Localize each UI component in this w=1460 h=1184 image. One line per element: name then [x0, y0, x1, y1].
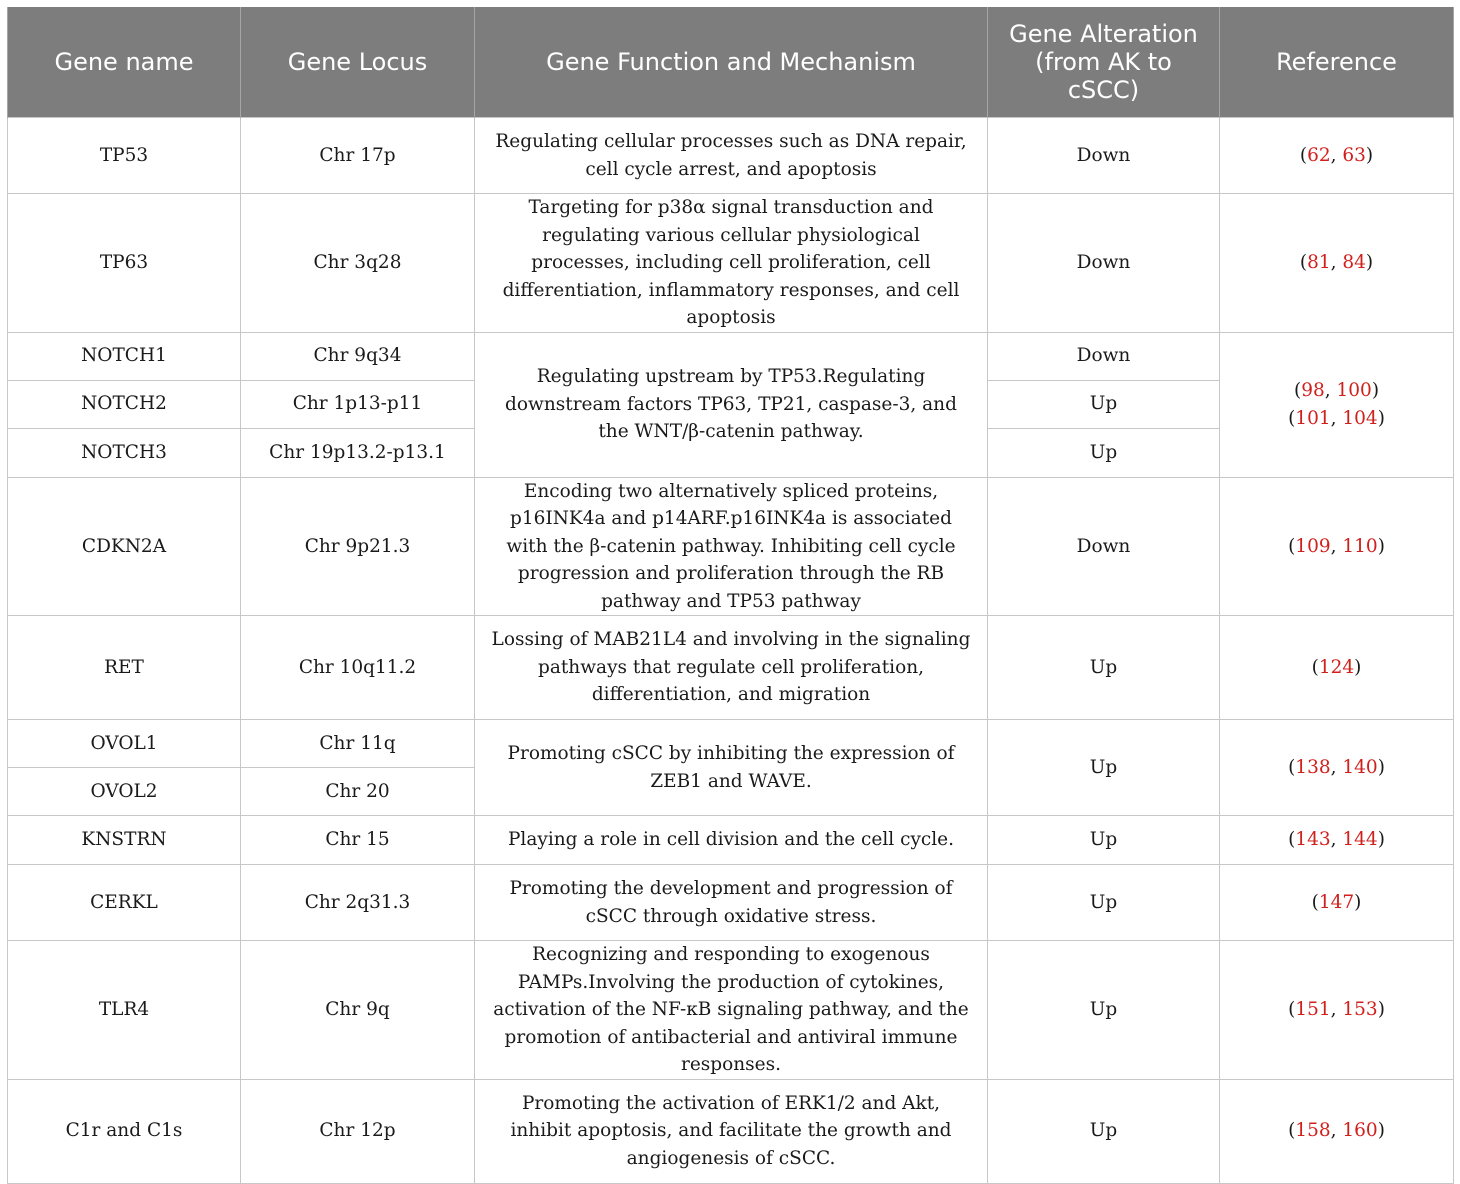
reference-cell: (158, 160)	[1220, 1079, 1454, 1183]
reference-cell: (81, 84)	[1220, 194, 1454, 333]
gene-alteration-cell: Down	[988, 477, 1220, 616]
reference-cell: (147)	[1220, 865, 1454, 941]
header-reference: Reference	[1220, 7, 1454, 118]
citation-link[interactable]: 104	[1342, 407, 1378, 429]
gene-function-cell: Recognizing and responding to exogenous PAMPs.Involving the production of cytokines, activation of the NF-κB signaling pathway, and the promotion of antibacterial and antiviral immune responses.	[475, 941, 988, 1080]
gene-locus-cell: Chr 19p13.2-p13.1	[241, 428, 475, 477]
header-gene-function: Gene Function and Mechanism	[475, 7, 988, 118]
header-gene-alteration: Gene Alteration (from AK to cSCC)	[988, 7, 1220, 118]
gene-alteration-cell: Up	[988, 1079, 1220, 1183]
gene-name-cell: CERKL	[8, 865, 241, 941]
gene-function-cell: Targeting for p38α signal transduction and regulating various cellular physiological processes, including cell proliferation, cell differentiation, inflammatory responses, and cell apoptosis	[475, 194, 988, 333]
gene-alteration-cell: Down	[988, 332, 1220, 380]
citation-link[interactable]: 62	[1307, 144, 1331, 166]
citation-link[interactable]: 140	[1342, 756, 1378, 778]
gene-alteration-cell: Up	[988, 616, 1220, 720]
citation-link[interactable]: 151	[1295, 999, 1331, 1020]
gene-locus-cell: Chr 9q34	[241, 332, 475, 380]
reference-cell: (151, 153)	[1220, 941, 1454, 1080]
gene-name-cell: NOTCH2	[8, 380, 241, 428]
gene-name-cell: RET	[8, 616, 241, 720]
header-gene-locus: Gene Locus	[241, 7, 475, 118]
citation-link[interactable]: 143	[1295, 829, 1331, 851]
header-row	[8, 7, 1454, 118]
table-row	[8, 1079, 1454, 1183]
gene-alteration-cell: Up	[988, 865, 1220, 941]
citation-link[interactable]: 160	[1342, 1120, 1378, 1142]
citation-link[interactable]: 98	[1301, 380, 1325, 401]
citation-link[interactable]: 147	[1318, 891, 1355, 913]
table-row	[8, 816, 1454, 865]
gene-alteration-cell: Up	[988, 720, 1220, 816]
citation-link[interactable]: 63	[1342, 144, 1366, 166]
gene-locus-cell: Chr 12p	[241, 1079, 475, 1183]
table-row	[8, 616, 1454, 720]
citation-link[interactable]: 144	[1342, 829, 1378, 851]
citation-link[interactable]: 84	[1342, 252, 1366, 273]
table-row	[8, 118, 1454, 194]
gene-name-cell: OVOL1	[8, 720, 241, 768]
gene-locus-cell: Chr 11q	[241, 720, 475, 768]
citation-link[interactable]: 110	[1342, 535, 1378, 557]
gene-locus-cell: Chr 2q31.3	[241, 865, 475, 941]
gene-name-cell: TP63	[8, 194, 241, 333]
gene-function-cell: Promoting the activation of ERK1/2 and Akt, inhibit apoptosis, and facilitate the growth and angiogenesis of cSCC.	[475, 1079, 988, 1183]
gene-locus-cell: Chr 1p13-p11	[241, 380, 475, 428]
table-row	[8, 941, 1454, 1080]
gene-name-cell: NOTCH3	[8, 428, 241, 477]
gene-alteration-cell: Down	[988, 118, 1220, 194]
gene-table	[7, 7, 1454, 1184]
gene-alteration-cell: Up	[988, 428, 1220, 477]
citation-link[interactable]: 124	[1318, 656, 1355, 678]
table-row	[8, 865, 1454, 941]
reference-cell: (109, 110)	[1220, 477, 1454, 616]
citation-link[interactable]: 138	[1295, 756, 1331, 778]
gene-alteration-cell: Up	[988, 380, 1220, 428]
gene-locus-cell: Chr 9p21.3	[241, 477, 475, 616]
citation-link[interactable]: 101	[1295, 407, 1331, 429]
gene-function-cell: Encoding two alternatively spliced proteins, p16INK4a and p14ARF.p16INK4a is associated with the β-catenin pathway. Inhibiting cell cycle progression and proliferation through the RB pathway and TP53 pathway	[475, 477, 988, 616]
table-row	[8, 720, 1454, 768]
gene-name-cell: C1r and C1s	[8, 1079, 241, 1183]
reference-cell: (138, 140)	[1220, 720, 1454, 816]
gene-function-cell: Promoting the development and progression of cSCC through oxidative stress.	[475, 865, 988, 941]
table-row	[8, 332, 1454, 380]
gene-function-cell: Regulating cellular processes such as DNA repair, cell cycle arrest, and apoptosis	[475, 118, 988, 194]
citation-link[interactable]: 81	[1307, 252, 1331, 273]
gene-locus-cell: Chr 9q	[241, 941, 475, 1080]
reference-cell: (98, 100) (101, 104)	[1220, 332, 1454, 477]
citation-link[interactable]: 158	[1295, 1120, 1331, 1142]
gene-name-cell: TP53	[8, 118, 241, 194]
citation-link[interactable]: 100	[1336, 380, 1372, 401]
gene-name-cell: NOTCH1	[8, 332, 241, 380]
gene-locus-cell: Chr 20	[241, 768, 475, 816]
gene-alteration-cell: Up	[988, 941, 1220, 1080]
gene-name-cell: TLR4	[8, 941, 241, 1080]
table-row	[8, 477, 1454, 616]
reference-cell: (62, 63)	[1220, 118, 1454, 194]
citation-link[interactable]: 153	[1342, 999, 1378, 1020]
gene-function-cell: Playing a role in cell division and the cell cycle.	[475, 816, 988, 865]
gene-name-cell: OVOL2	[8, 768, 241, 816]
gene-name-cell: KNSTRN	[8, 816, 241, 865]
header-gene-name: Gene name	[8, 7, 241, 118]
gene-function-cell: Lossing of MAB21L4 and involving in the signaling pathways that regulate cell proliferation, differentiation, and migration	[475, 616, 988, 720]
gene-locus-cell: Chr 17p	[241, 118, 475, 194]
gene-function-cell: Promoting cSCC by inhibiting the expression of ZEB1 and WAVE.	[475, 720, 988, 816]
gene-name-cell: CDKN2A	[8, 477, 241, 616]
gene-alteration-cell: Down	[988, 194, 1220, 333]
gene-locus-cell: Chr 3q28	[241, 194, 475, 333]
gene-alteration-cell: Up	[988, 816, 1220, 865]
gene-locus-cell: Chr 10q11.2	[241, 616, 475, 720]
citation-link[interactable]: 109	[1295, 535, 1331, 557]
reference-cell: (124)	[1220, 616, 1454, 720]
gene-function-cell: Regulating upstream by TP53.Regulating downstream factors TP63, TP21, caspase-3, and the WNT/β-catenin pathway.	[475, 332, 988, 477]
reference-cell: (143, 144)	[1220, 816, 1454, 865]
table-row	[8, 194, 1454, 333]
gene-locus-cell: Chr 15	[241, 816, 475, 865]
